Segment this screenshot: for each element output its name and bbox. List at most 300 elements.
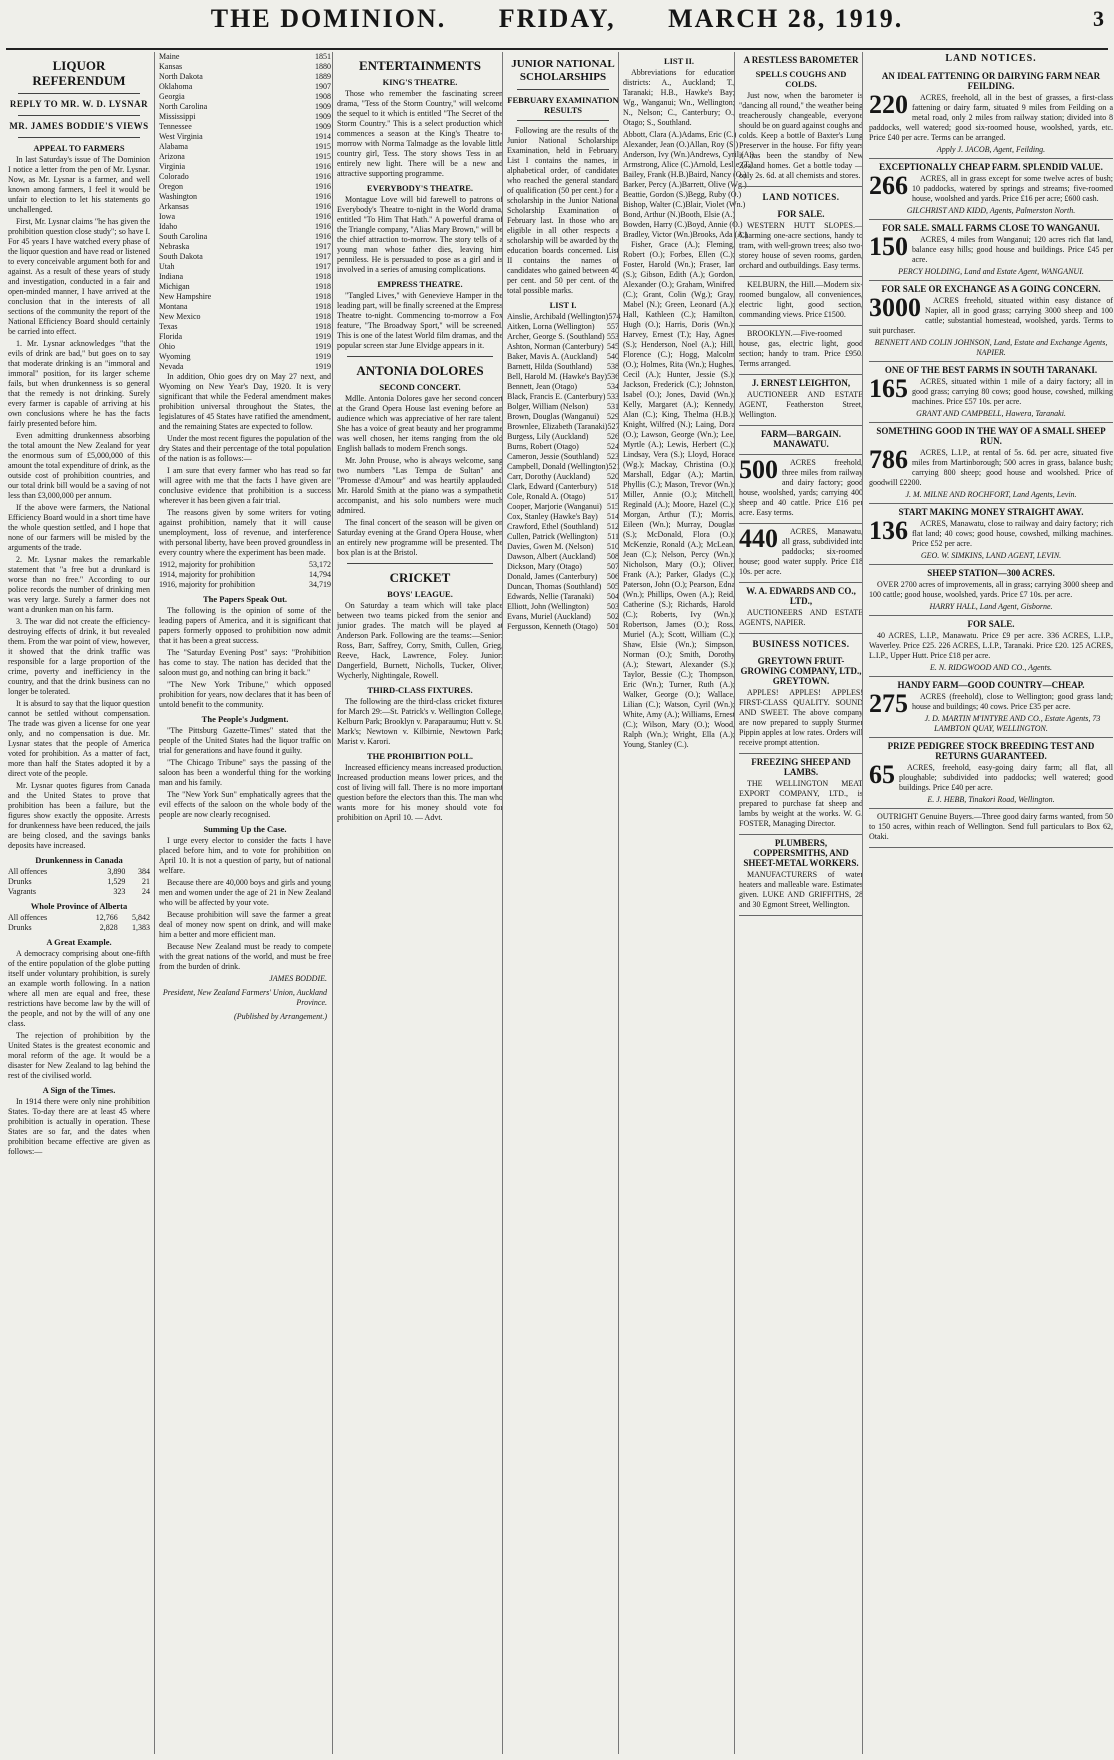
table-cell: 21: [142, 877, 150, 886]
state-row: [159, 282, 331, 292]
majority-table: [159, 560, 331, 590]
table-cell: 384: [138, 867, 150, 876]
table-cell: Drunks: [8, 877, 32, 886]
state-row: [159, 122, 331, 132]
paragraph: The final concert of the season will be given on Saturday evening at the Grand Opera House, when an entirely new programme will be presented. The box plan is at the Bristol.: [337, 518, 503, 557]
candidate-name: Begg, Ruby (O.): [687, 190, 742, 199]
agent-name: GRANT AND CAMPBELL, Hawera, Taranaki.: [916, 409, 1066, 418]
land-notice: [739, 375, 863, 426]
candidate-name: Donald, James (Canterbury): [507, 572, 598, 581]
land-ads: [869, 68, 1113, 848]
land-notices-head: LAND NOTICES.: [762, 192, 840, 202]
candidate-name: Aitken, Lorna (Wellington): [507, 322, 595, 331]
land-ad: [869, 504, 1113, 565]
state-year: 1909: [315, 112, 331, 121]
table-cell: 1,383: [132, 923, 150, 932]
list-item: [507, 472, 619, 482]
list-item: [507, 602, 619, 612]
state-row: [159, 342, 331, 352]
business-notice-head: PLUMBERS, COPPERSMITHS, AND SHEET-METAL WORKERS.: [743, 838, 859, 868]
candidate-name: Duncan, Thomas (Southland): [507, 582, 602, 591]
paragraph: In addition, Ohio goes dry on May 27 next, and Wyoming on New Year's Day, 1920. It is very significant that while the Federal amendment makes prohibition universal throughout the States, the legislatures of 45 States have ratified the amendment, and the remaining States are expected to follow.: [159, 372, 331, 431]
land-ad: [869, 423, 1113, 504]
state-year: 1916: [315, 222, 331, 231]
table-caption: Drunkenness in Canada: [35, 855, 123, 865]
state-row: [159, 332, 331, 342]
candidate-name: Andrews, Cyril (A.): [689, 150, 755, 159]
paragraph: A democracy comprising about one-fifth of the entire population of the globe putting itself under voluntary prohibition, is surely an example worth following. In a nation where all men are equal and free, these restrictions have become law by the will of the people, and not by the will of any one class.: [8, 949, 150, 1028]
candidate-name: Ainslie, Archibald (Wellington): [507, 312, 609, 321]
agent-name: BENNETT AND COLIN JOHNSON, Land, Estate and Exchange Agents, NAPIER.: [874, 338, 1108, 357]
candidate-name: Clark, Edward (Canterbury): [507, 482, 597, 491]
paragraph: Under the most recent figures the population of the dry States and their percentage of the total population of the nation is as follows:—: [159, 434, 331, 463]
land-notice-text: AUCTIONEERS AND ESTATE AGENTS, NAPIER.: [739, 608, 863, 627]
land-ad-head: PRIZE PEDIGREE STOCK BREEDING TEST AND RETURNS GUARANTEED.: [887, 741, 1095, 761]
state-row: [159, 362, 331, 372]
table-cell: 12,766: [95, 913, 118, 922]
land-ad: [869, 738, 1113, 809]
state-name: Texas: [159, 322, 178, 331]
state-name: Nebraska: [159, 242, 190, 251]
list-item: [623, 220, 743, 230]
candidate-name: Evans, Muriel (Auckland): [507, 612, 591, 621]
state-row: [159, 52, 331, 62]
candidate-marks: 545: [607, 342, 619, 351]
list-item: [507, 442, 619, 452]
candidate-name: Dickson, Mary (Otago): [507, 562, 582, 571]
candidate-marks: 506: [607, 572, 619, 581]
state-year: 1909: [315, 122, 331, 131]
land-ad-text: OVER 2700 acres of improvements, all in grass; carrying 3000 sheep and 100 cattle; good house, woolshed, yards. Price £7 10s. per acre.: [869, 580, 1113, 599]
state-name: North Dakota: [159, 72, 203, 81]
acreage-number: 220: [869, 90, 908, 119]
candidate-marks: 540: [607, 352, 619, 361]
candidate-marks: 521: [608, 462, 621, 471]
list-item: [507, 552, 619, 562]
state-year: 1916: [315, 172, 331, 181]
land-ad: [869, 159, 1113, 220]
land-ad-text: ACRES (freehold), close to Wellington; good grass land; house and buildings; 40 cows. Price £35 per acre.: [912, 692, 1113, 711]
candidate-marks: 538: [607, 362, 619, 371]
candidate-name: Barnett, Hilda (Southland): [507, 362, 593, 371]
land-notice: [739, 524, 863, 583]
candidate-name: Fergusson, Kenneth (Otago): [507, 622, 598, 631]
land-notice: [739, 455, 863, 524]
state-name: South Dakota: [159, 252, 203, 261]
paragraph: The reasons given by some writers for voting against prohibition, namely that it will cause unemployment, loss of revenue, and interference with personal liberty, have been proved groundless in every country where the experiment has been made.: [159, 508, 331, 557]
divider: [18, 137, 140, 138]
land-notice-head: FOR SALE.: [777, 209, 825, 219]
candidate-name: Allan, Roy (S.): [689, 140, 739, 149]
column-scholarships-2: [618, 52, 755, 1754]
state-name: Arkansas: [159, 202, 189, 211]
agent-name: E. N. RIDGWOOD AND CO., Agents.: [930, 663, 1052, 672]
candidate-marks: 503: [607, 602, 619, 611]
entertainments-headline: ENTERTAINMENTS: [358, 58, 482, 73]
barometer-ad-sub: SPELLS COUGHS AND COLDS.: [755, 69, 847, 89]
table-cell: 1,529: [107, 877, 126, 886]
candidate-marks: 534: [607, 382, 619, 391]
state-row: [159, 222, 331, 232]
signature: JAMES BODDIE.: [269, 974, 327, 983]
states-body-2: [159, 606, 331, 710]
candidate-marks: 508: [607, 552, 619, 561]
state-row: [159, 182, 331, 192]
acreage-number: 136: [869, 516, 908, 545]
table-cell: Vagrants: [8, 887, 36, 896]
state-name: Iowa: [159, 212, 175, 221]
land-notices: [739, 206, 863, 634]
candidate-name: Campbell, Donald (Wellington): [507, 462, 609, 471]
state-year: 1915: [315, 142, 331, 151]
state-year: 1880: [315, 62, 331, 71]
acreage-number: 275: [869, 689, 908, 718]
table-cell: 323: [113, 887, 126, 896]
dolores-subhead: SECOND CONCERT.: [379, 382, 461, 392]
state-row: [159, 212, 331, 222]
candidate-name: Baird, Nancy (O.): [688, 170, 747, 179]
candidate-marks: 511: [607, 532, 619, 541]
state-name: Arizona: [159, 152, 185, 161]
divider: [517, 120, 609, 121]
paragraph: The "New York Sun" emphatically agrees that the evil effects of the saloon on the whole body of the people are now clearly recognised.: [159, 790, 331, 819]
acreage-number: 65: [869, 760, 895, 789]
land-notice-head: J. ERNEST LEIGHTON,: [751, 378, 851, 388]
state-row: [159, 172, 331, 182]
business-notice: [739, 754, 863, 835]
land-ad: [869, 362, 1113, 423]
candidate-marks: 518: [607, 482, 619, 491]
land-ad-text: ACRES, freehold, all in the best of grasses, a first-class fattening or dairy farm, situated 9 miles from Feilding on a metal road, only 2 miles from railway station; divided into 8 paddocks, well watered; good six-roomed house, woolshed, yards, etc. Price £40 per acre. Terms can be arranged.: [869, 93, 1113, 142]
candidate-name: Alexander, Jean (O.): [623, 140, 690, 149]
table-row: [8, 877, 150, 887]
table-cell: 2,828: [99, 923, 118, 932]
land-ad-head: FOR SALE.: [967, 619, 1015, 629]
paragraph: I urge every elector to consider the facts I have placed before him, and to vote for prohibition on April 10. It is not a question of party, but of national welfare.: [159, 836, 331, 875]
land-ad: [869, 677, 1113, 738]
list-item: [507, 332, 619, 342]
candidate-name: Abbott, Clara (A.): [623, 130, 682, 139]
states-subhead3: Summing Up the Case.: [203, 824, 287, 834]
list-item: [507, 432, 619, 442]
agent-name: J. M. MILNE AND ROCHFORT, Land Agents, Levin.: [905, 490, 1077, 499]
paragraph: "The New York Tribune," which opposed prohibition for years, now declares that it has been of untold benefit to the community.: [159, 680, 331, 709]
candidate-name: Barker, Percy (A.): [623, 180, 682, 189]
divider: [18, 93, 140, 94]
divider: [347, 563, 493, 564]
state-row: [159, 162, 331, 172]
land-ad-text: ACRES, situated within 1 mile of a dairy factory; all in good grass; carrying 80 cows; good house, cowshed, milking machines. Price £57 10s. per acre.: [912, 377, 1113, 406]
candidate-name: Arnold, Leslie (T.): [693, 160, 754, 169]
state-year: 1908: [315, 92, 331, 101]
state-year: 1889: [315, 72, 331, 81]
states-table: [159, 52, 331, 372]
state-name: Indiana: [159, 272, 183, 281]
candidate-name: Archer, George S. (Southland): [507, 332, 605, 341]
list-item: [507, 512, 619, 522]
paragraph: The following is the opinion of some of the leading papers of America, and it is significant that papers formerly opposed to prohibition now admit that it has been a great success.: [159, 606, 331, 645]
candidate-name: Burgess, Lily (Auckland): [507, 432, 589, 441]
paragraph: 1. Mr. Lysnar acknowledges "that the evils of drink are bad," but goes on to say that moderate drinking is an "immoral and immoral" position, for its larger scheme fails, but when drunkenness is so general that the remedy is not drinking. Surely every farmer is capable of arriving at his own conclusions where he has the facts fairly presented before him.: [8, 339, 150, 428]
state-row: [159, 62, 331, 72]
land-ad-head: EXCEPTIONALLY CHEAP FARM. SPLENDID VALUE.: [879, 162, 1103, 172]
land-notice: [739, 326, 863, 375]
land-notice-head: FARM—BARGAIN. MANAWATU.: [760, 429, 842, 449]
state-year: 1917: [315, 252, 331, 261]
state-name: New Hampshire: [159, 292, 212, 301]
liquor-headline: LIQUOR REFERENDUM: [32, 58, 126, 88]
candidate-marks: 507: [607, 562, 619, 571]
list-item: [507, 422, 619, 432]
state-row: [159, 252, 331, 262]
state-name: Wyoming: [159, 352, 191, 361]
list-item: [507, 572, 619, 582]
candidate-marks: 533: [607, 392, 619, 401]
liquor-body-3: [8, 1097, 150, 1157]
state-year: 1917: [315, 242, 331, 251]
land-notice-text: WESTERN HUTT SLOPES.—Charming one-acre sections, handy to tram, with well-grown trees; also two-storey house of seven rooms, garden, orchard and outbuildings. Easy terms.: [739, 221, 863, 270]
candidate-name: Bailey, Frank (H.B.): [623, 170, 689, 179]
theatre-heading: EVERYBODY'S THEATRE.: [366, 183, 474, 193]
land-notice: [739, 426, 863, 455]
candidate-name: Cullen, Patrick (Wellington): [507, 532, 598, 541]
land-ad-head: SOMETHING GOOD IN THE WAY OF A SMALL SHEEP RUN.: [876, 426, 1106, 446]
candidate-marks: 524: [607, 442, 619, 451]
state-year: 1919: [315, 342, 331, 351]
list-item: [507, 412, 619, 422]
land-ad-text: ACRES, L.I.P., at rental of 5s. 6d. per acre, situated five miles from Martinborough; 500 acres in grass, balance bush; carrying 800 sheep; good house and woolshed. Price of goodwill £2200.: [869, 448, 1113, 487]
column-scholarships: [502, 52, 619, 1754]
states-subhead2: The People's Judgment.: [201, 714, 289, 724]
column-notices: [734, 52, 863, 1754]
land-ad: [869, 616, 1113, 677]
candidate-name: Cooper, Marjorie (Wanganui): [507, 502, 602, 511]
candidate-name: Brown, Douglas (Wanganui): [507, 412, 600, 421]
candidate-name: Booth, Elsie (A.): [680, 210, 735, 219]
land-notice: [739, 277, 863, 326]
list-item: [507, 372, 619, 382]
cricket-body: On Saturday a team which will take place between two teams picked from the senior and junior grades. The match will be played at Anderson Park. Following are the teams:—Senior: Ross, Barr, Saffrey, Corry, Smith, Cullen, Grieg, Reeve, Hack, Lawrence, Foley. Junior: Dangerfield, Burnett, Nicholls, Tucker, Oliver, Wycherly, Nightingale, Rowell.: [337, 601, 503, 680]
state-row: [159, 72, 331, 82]
scholarships-subhead: FEBRUARY EXAMINATION RESULTS: [507, 95, 619, 115]
candidate-marks: 502: [607, 612, 619, 621]
fixtures-body: The following are the third-class cricket fixtures for March 29:—St. Patrick's v. Wellington College, Kelburn Park; Brooklyn v. Paraparaumu; Hutt v. St. Mark's; Newtown v. Kilbirnie, Newtown Park; Marist v. Karori.: [337, 697, 503, 746]
stats-table: [8, 913, 150, 933]
poll-body: Increased efficiency means increased production. Increased production means lower prices, and the cost of living will fall. There is no more important question before the electors than this. The man who wants more for his money should vote for prohibition on April 10. — Advt.: [337, 763, 503, 822]
candidate-marks: 574: [608, 312, 621, 321]
land-ad: [869, 565, 1113, 616]
candidate-name: Cole, Ronald A. (Otago): [507, 492, 586, 501]
state-name: Utah: [159, 262, 175, 271]
business-notice-text: APPLES! APPLES! APPLES! FIRST-CLASS QUALITY. SOUND AND SWEET. The above company are now prepared to supply Sturmer Pippin apples at low rates. Orders will receive prompt attention.: [739, 688, 863, 747]
state-row: [159, 322, 331, 332]
land-ad-head: START MAKING MONEY STRAIGHT AWAY.: [898, 507, 1084, 517]
list-item: [507, 382, 619, 392]
dolores-headline: ANTONIA DOLORES: [356, 363, 484, 378]
candidate-name: Boyd, Annie (O.): [686, 220, 743, 229]
list-item: [623, 200, 746, 210]
business-notice-head: GREYTOWN FRUIT-GROWING COMPANY, LTD., GREYTOWN.: [740, 656, 862, 686]
paragraph: Even admitting drunkenness absorbing the total amount the New Zealand for year the enormous sum of £5,000,000 of this amount the total expenditure of drink, as the outside cost of prohibition countries, and our total drink bill would be a saving of not less than £3,000,000 per annum.: [8, 431, 150, 500]
candidate-name: Bradley, Victor (Wn.): [623, 230, 693, 239]
agent-name: PERCY HOLDING, Land and Estate Agent, WANGANUI.: [898, 267, 1084, 276]
list-item: [507, 542, 619, 552]
business-notice-head: FREEZING SHEEP AND LAMBS.: [751, 757, 851, 777]
state-year: 1914: [315, 132, 331, 141]
list-item: [507, 522, 619, 532]
state-year: 1916: [315, 162, 331, 171]
candidate-marks: 536: [607, 372, 620, 381]
theatre-heading: EMPRESS THEATRE.: [377, 279, 463, 289]
candidate-name: Carr, Dorothy (Auckland): [507, 472, 590, 481]
list-item: [507, 492, 619, 502]
land-ad-head: SHEEP STATION—300 ACRES.: [927, 568, 1055, 578]
land-notice: [739, 206, 863, 277]
acreage-number: 500: [739, 455, 778, 484]
list-item: [507, 462, 619, 472]
candidate-name: Adams, Eric (C.): [681, 130, 737, 139]
candidate-name: Black, Francis E. (Canterbury): [507, 392, 606, 401]
candidate-marks: 520: [607, 472, 619, 481]
agent-name: GEO. W. SIMKINS, LAND AGENT, LEVIN.: [920, 551, 1062, 560]
list-one-title: LIST I.: [549, 300, 577, 310]
list-item: [623, 160, 754, 170]
divider: [18, 115, 140, 116]
list-item: [623, 210, 735, 220]
candidate-marks: 501: [607, 622, 619, 631]
scholarships-headline: JUNIOR NATIONAL SCHOLARSHIPS: [511, 58, 615, 83]
list-two-names: Fisher, Grace (A.); Fleming, Robert (O.); Forbes, Ellen (C.); Foster, Harold (Wn.); Fraser, Ian (S.); Gibson, Edith (A.); Gordon, Alexander (O.); Graham, Winifred (C.); Grant, Colin (Wg.); Gray, Mabel (N.); Green, Leonard (A.); Hall, Kathleen (C.); Hamilton, Hugh (O.); Harris, Doris (Wn.); Harvey, Ernest (T.); Hay, Agnes (S.); Henderson, Noel (A.); Hill, Florence (C.); Hogg, Malcolm (O.); Holmes, Rita (Wn.); Hughes, Cecil (A.); Hunter, Jessie (S.); Jackson, Frederick (C.); Johnston, Isabel (O.); Jones, David (Wn.); Kelly, Margaret (A.); Kennedy, Alan (C.); King, Thelma (H.B.); Knight, Wilfred (N.); Laing, Dora (O.); Lawson, George (Wn.); Lee, Myrtle (A.); Lewis, Herbert (C.); Lindsay, Vera (S.); Lloyd, Horace (Wg.); Mackay, Christina (O.); Marshall, Edgar (A.); Martin, Phyllis (C.); Mason, Trevor (Wn.); Miller, Annie (O.); Mitchell, Reginald (A.); Moore, Hazel (C.); Morgan, Arthur (T.); Morris, Eileen (Wn.); Murray, Douglas (S.); McDonald, Flora (O.); McKenzie, Ronald (A.); McLean, Jean (C.); Nelson, Percy (Wn.); Nicholson, Mary (O.); Oliver, Frank (A.); Parker, Gladys (C.); Paterson, John (O.); Pearson, Edna (Wn.); Phillips, Owen (A.); Reid, Catherine (S.); Richards, Harold (C.); Roberts, Ivy (Wn.); Robertson, James (O.); Ross, Muriel (A.); Scott, William (C.); Shaw, Elsie (Wn.); Simpson, Norman (O.); Smith, Dorothy (A.); Stewart, Alexander (S.); Taylor, Bessie (C.); Thompson, Eric (Wn.); Turner, Ruth (A.); Walker, George (O.); Wallace, Lilian (C.); Watson, Cyril (Wn.); White, Amy (A.); Williams, Ernest (C.); Wilson, Mary (O.); Wood, Ralph (Wn.); Wright, Ella (A.); Young, Stanley (C.).: [623, 240, 735, 749]
business-notice-text: THE WELLINGTON MEAT EXPORT COMPANY, LTD., is prepared to purchase fat sheep and lambs by weight at the works. W. G. FOSTER, Managing Director.: [739, 779, 863, 828]
acreage-number: 266: [869, 171, 908, 200]
stats-table: [8, 867, 150, 897]
masthead: [10, 4, 1104, 46]
state-row: [159, 102, 331, 112]
theatre-text: "Tangled Lives," with Genevieve Hamper in the leading part, will be finally screened at the Empress Theatre to-night. Commencing to-morrow a Fox feature, "The Broadway Sport," will be screened. This is one of the latest World film dramas, and the popular screen star June Elvidge appears in it.: [337, 291, 503, 350]
liquor-tables: [8, 855, 150, 933]
state-row: [159, 242, 331, 252]
state-year: 1918: [315, 322, 331, 331]
state-year: 1918: [315, 302, 331, 311]
candidate-marks: 510: [607, 542, 619, 551]
list-item: [507, 312, 619, 322]
state-name: Colorado: [159, 172, 189, 181]
state-year: 1909: [315, 102, 331, 111]
entertainment-sections: [337, 77, 503, 351]
table-row: [8, 887, 150, 897]
state-year: 1916: [315, 232, 331, 241]
paragraph: Mdlle. Antonia Dolores gave her second concert at the Grand Opera House last evening before an audience which was appreciative of her rare talent. She has a voice of great beauty and her programme was well chosen, her items ranging from the old English ballads to modern French songs.: [337, 394, 503, 453]
candidate-marks: 505: [607, 582, 619, 591]
candidate-marks: 514: [607, 512, 619, 521]
state-name: North Carolina: [159, 102, 208, 111]
theatre-text: Those who remember the fascinating screen drama, "Tess of the Storm Country," will welcome the sequel to it which is entitled "The Secret of the Storm Country." This is a select production which commences a season at the King's Theatre to-morrow with Norma Talmadge as the lovable little country girl, Tess. The story shows Tess in an entirely new light. There will be a new and attractive supporting programme.: [337, 89, 503, 178]
candidate-marks: 526: [607, 432, 619, 441]
state-row: [159, 82, 331, 92]
land-ad-head: AN IDEAL FATTENING OR DAIRYING FARM NEAR FEILDING.: [881, 71, 1101, 91]
paragraph: In 1914 there were only nine prohibition States. To-day there are at least 45 where prohibition is actually in operation. These States are so far, and the dates when prohibition became effective are given as follows:—: [8, 1097, 150, 1156]
state-name: Alabama: [159, 142, 188, 151]
candidate-name: Barrett, Olive (Wg.): [681, 180, 747, 189]
paragraph: 2. Mr. Lysnar makes the remarkable statement that "a free but a drunkard is worse than no free." According to our police records the number of drinking men was very large. Surely a farmer does not want a drunken man on his farm.: [8, 555, 150, 614]
paragraph: 3. The war did not create the efficiency-destroying effects of drink, it but revealed them. From the war point of view, however, it showed that the drink traffic was responsible for a large proportion of the crime, poverty and inefficiency in the country, and that the drink business can no longer be tolerated.: [8, 617, 150, 696]
divider: [347, 356, 493, 357]
land-notice-head: W. A. EDWARDS AND CO., LTD.,: [746, 586, 856, 606]
state-row: [159, 192, 331, 202]
states-body: [159, 372, 331, 558]
land-ad-head: FOR SALE OR EXCHANGE AS A GOING CONCERN.: [881, 284, 1101, 294]
candidate-name: Bishop, Walter (C.): [623, 200, 686, 209]
candidate-name: Cameron, Jessie (Southland): [507, 452, 599, 461]
state-row: [159, 92, 331, 102]
state-name: South Carolina: [159, 232, 208, 241]
state-year: 1919: [315, 352, 331, 361]
candidate-name: Blair, Violet (Wn.): [685, 200, 746, 209]
acreage-number: 165: [869, 374, 908, 403]
majority-row: [159, 570, 331, 580]
land-ad-text: ACRES, 4 miles from Wanganui; 120 acres rich flat land, balance easy hills; good house and buildings. Price £45 per acre.: [912, 235, 1113, 264]
table-cell: 5,842: [132, 913, 150, 922]
candidate-name: Brownlee, Elizabeth (Taranaki): [507, 422, 608, 431]
candidate-name: Armstrong, Alice (C.): [623, 160, 694, 169]
list-item: [623, 140, 739, 150]
state-name: New Mexico: [159, 312, 201, 321]
table-cell: All offences: [8, 913, 48, 922]
agent-name: HARRY HALL, Land Agent, Gisborne.: [929, 602, 1053, 611]
land-ad: [869, 281, 1113, 362]
business-notices-head: BUSINESS NOTICES.: [752, 639, 850, 649]
state-row: [159, 232, 331, 242]
paragraph: First, Mr. Lysnar claims "he has given the prohibition question close study"; so have I. For 45 years I have watched every phase of the liquor question and have read or listened to every conceivable argument both for and against. As a result of these years of study and investigation, conducted in a fair and open-minded manner, I have arrived at the conclusion that in the interests of all sections of the community the report of the National Efficiency Board should certainly be carried into effect.: [8, 217, 150, 336]
candidate-name: Bolger, William (Nelson): [507, 402, 589, 411]
state-name: Virginia: [159, 162, 186, 171]
state-row: [159, 112, 331, 122]
paragraph: Because there are 40,000 boys and girls and young men and women under the age of 21 in New Zealand who will be affected by your vote.: [159, 878, 331, 907]
agent-name: GILCHRIST AND KIDD, Agents, Palmerston North.: [906, 206, 1076, 215]
masthead-title: [10, 4, 1104, 34]
state-year: 1918: [315, 272, 331, 281]
states-body-3: [159, 726, 331, 820]
list-item: [507, 342, 619, 352]
business-notice: [739, 835, 863, 916]
theatre-text: Montague Love will bid farewell to patrons of Everybody's Theatre to-night in the World drama, entitled "To Him That Hath." A powerful drama of the Triangle company, "Alias Mary Brown," will be the chief attraction to-morrow. The story tells of a young man whose father dies, leaving him penniless. He is persuaded to pose as a girl and is involved in a series of amusing complications.: [337, 195, 503, 274]
paragraph: The "Saturday Evening Post" says: "Prohibition has come to stay. The nation has decided that the saloon must go, and nothing can bring it back.": [159, 648, 331, 677]
state-year: 1918: [315, 282, 331, 291]
land-ad-text: OUTRIGHT Genuine Buyers.—Three good dairy farms wanted, from 50 to 150 acres, within reach of Wellington. Send full particulars to Box 62, Otaki.: [869, 812, 1113, 841]
state-row: [159, 302, 331, 312]
candidate-name: Baker, Mavis A. (Auckland): [507, 352, 598, 361]
list-item: [623, 230, 748, 240]
table-cell: All offences: [8, 867, 48, 876]
land-notices-column-head: LAND NOTICES.: [945, 53, 1037, 64]
state-name: Washington: [159, 192, 198, 201]
list-two-note: Abbreviations for education districts: A., Auckland; T., Taranaki; H.B., Hawke's Bay; Wg., Wanganui; Wn., Wellington; N., Nelson; C., Canterbury; O., Otago; S., Southland.: [623, 68, 735, 127]
list-item: [507, 362, 619, 372]
candidate-marks: 527: [607, 422, 620, 431]
state-row: [159, 152, 331, 162]
candidate-name: Bell, Harold M. (Hawke's Bay): [507, 372, 608, 381]
agent-name: Apply J. JACOB, Agent, Feilding.: [936, 145, 1046, 154]
state-year: 1916: [315, 182, 331, 191]
land-ad: [869, 809, 1113, 848]
land-ad-text: ACRES, freehold, easy-going dairy farm; all flat, all ploughable; subdivided into paddocks; well watered; good buildings. Price £40 per acre.: [899, 763, 1113, 792]
paragraph: Mr. Lysnar quotes figures from Canada and the United States to prove that prohibition has been a failure, but the figures show exactly the opposite. Arrests for drunkenness have been reduced, the jails are being closed, and the savings banks deposits have increased.: [8, 781, 150, 850]
issue-day: FRIDAY,: [498, 4, 616, 33]
list-item: [623, 190, 742, 200]
candidate-name: Cox, Stanley (Hawke's Bay): [507, 512, 598, 521]
paragraph: If the above were farmers, the National Efficiency Board would in a short time have the whole question settled, and I hope that none of our farmers will be misled by the arguments of the trade.: [8, 503, 150, 552]
paragraph: I am sure that every farmer who has read so far will agree with me that the facts I have given are conclusive evidence that prohibition is a success wherever it has been given a fair trial.: [159, 466, 331, 505]
